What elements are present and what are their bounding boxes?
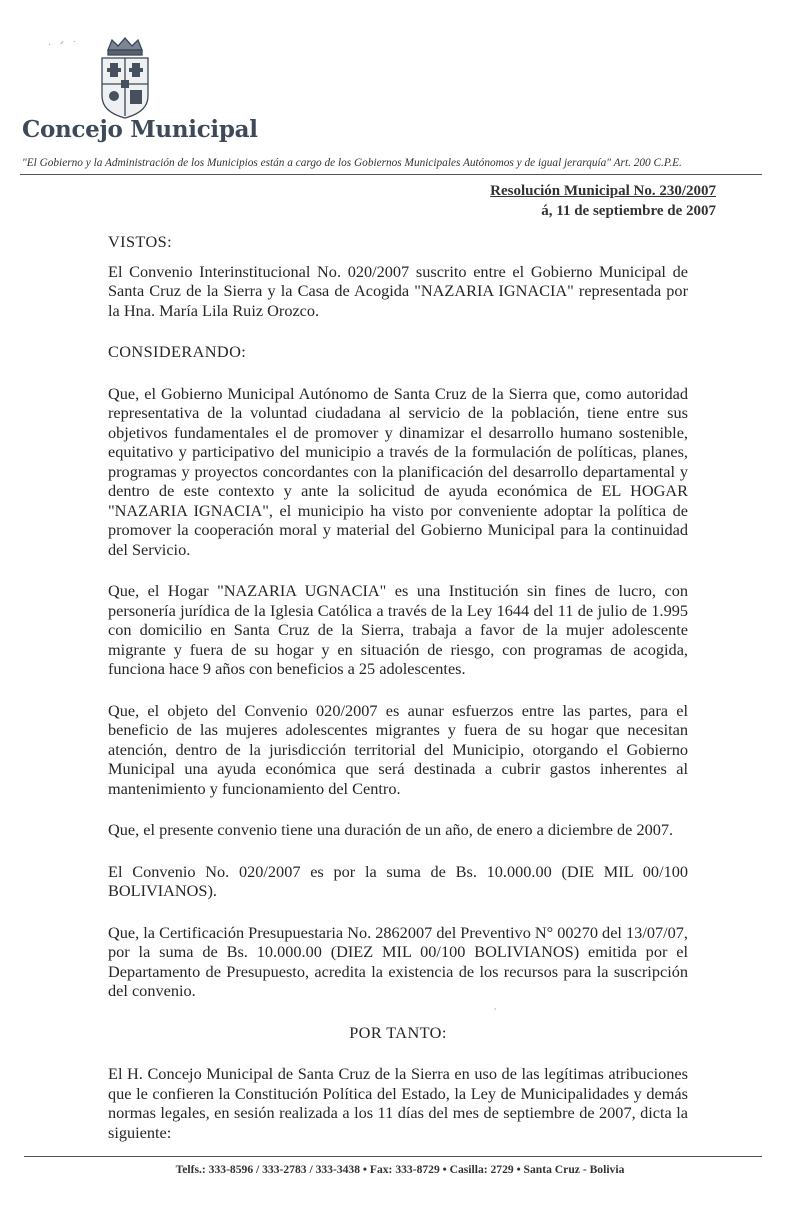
considerando-paragraph: Que, el presente convenio tiene una duración de un año, de enero a diciembre de 2007.: [108, 820, 674, 839]
organization-name: Concejo Municipal: [22, 116, 258, 143]
scan-mark: ,: [494, 1001, 497, 1011]
vistos-text: El Convenio Interinstitucional No. 020/2007 suscrito entre el Gobierno Municipal de Santa Cruz de la Sierra y la Casa de Acogida "NAZARIA IGNACIA" representada por la Hna. María Lila Ruiz Orozco.: [108, 261, 688, 320]
header-divider: [20, 174, 762, 175]
footer-contact: Telfs.: 333-8596 / 333-2783 / 333-3438 • Fax: 333-8729 • Casilla: 2729 • Santa Cruz - Bolivia: [175, 1163, 625, 1176]
considerando-paragraph: Que, el Gobierno Municipal Autónomo de Santa Cruz de la Sierra que, como autoridad representativa de la voluntad ciudadana al servicio de la población, tiene entre sus objetivos fundamentales el de promover y dinamizar el desarrollo humano sostenible, equitativo y participativo del municipio a través de la formulación de políticas, planes, programas y proyectos concordantes con la planificación del desarrollo departamental y dentro de este contexto y ante la solicitud de ayuda económica de EL HOGAR "NAZARIA IGNACIA", el municipio ha visto por conveniente adoptar la política de promover la cooperación moral y material del Gobierno Municipal para la continuidad del Servicio.: [108, 383, 688, 559]
footer-divider: [24, 1156, 762, 1157]
resolution-date: á, 11 de septiembre de 2007: [541, 203, 716, 219]
closing-paragraph: El H. Concejo Municipal de Santa Cruz de la Sierra en uso de las legítimas atribuciones que le confieren la Constitución Política del Estado, la Ley de Municipalidades y demás normas legales, en sesión realizada a los 11 días del mes de septiembre de 2007, dicta la siguiente:: [108, 1064, 688, 1142]
considerando-paragraph: El Convenio No. 020/2007 es por la suma de Bs. 10.000.00 (DIE MIL 00/100 BOLIVIANOS).: [108, 861, 688, 900]
coat-of-arms-icon: [96, 36, 154, 120]
scan-specks: · ᐟ ˙: [48, 40, 79, 51]
considerando-paragraph: Que, la Certificación Presupuestaria No. 2862007 del Preventivo N° 00270 del 13/07/07, por la suma de Bs. 10.000.00 (DIEZ MIL 00/100 BOLIVIANOS) emitida por el Departamento de Presupuesto, acredita la existencia de los recursos para la suscripción del convenio.: [108, 922, 688, 1000]
considerando-paragraph: Que, el objeto del Convenio 020/2007 es aunar esfuerzos entre las partes, para el beneficio de las mujeres adolescentes migrantes y fuera de su hogar que necesitan atención, dentro de la jurisdicción territorial del Municipio, otorgando el Gobierno Municipal una ayuda económica que será destinada a cubrir gastos inherentes al mantenimiento y funcionamiento del Centro.: [108, 700, 688, 798]
portanto-heading: POR TANTO:: [349, 1022, 447, 1042]
resolution-block: [490, 181, 716, 221]
considerando-paragraph: Que, el Hogar "NAZARIA UGNACIA" es una Institución sin fines de lucro, con personería jurídica de la Iglesia Católica a través de la Ley 1644 del 11 de julio de 1.995 con domicilio en Santa Cruz de la Sierra, trabaja a favor de la mujer adolescente migrante y fuera de su hogar y en situación de riesgo, con programas de acogida, funciona hace 9 años con beneficios a 25 adolescentes.: [108, 581, 688, 678]
constitutional-motto: "El Gobierno y la Administración de los Municipios están a cargo de los Gobiernos Municipales Autónomos y de igual jerarquía" Art. 200 C.P.E.: [22, 157, 682, 169]
resolution-body: [108, 232, 688, 1164]
resolution-number: Resolución Municipal No. 230/2007: [490, 183, 716, 199]
vistos-heading: VISTOS:: [108, 232, 173, 251]
considerando-heading: CONSIDERANDO:: [108, 342, 247, 361]
